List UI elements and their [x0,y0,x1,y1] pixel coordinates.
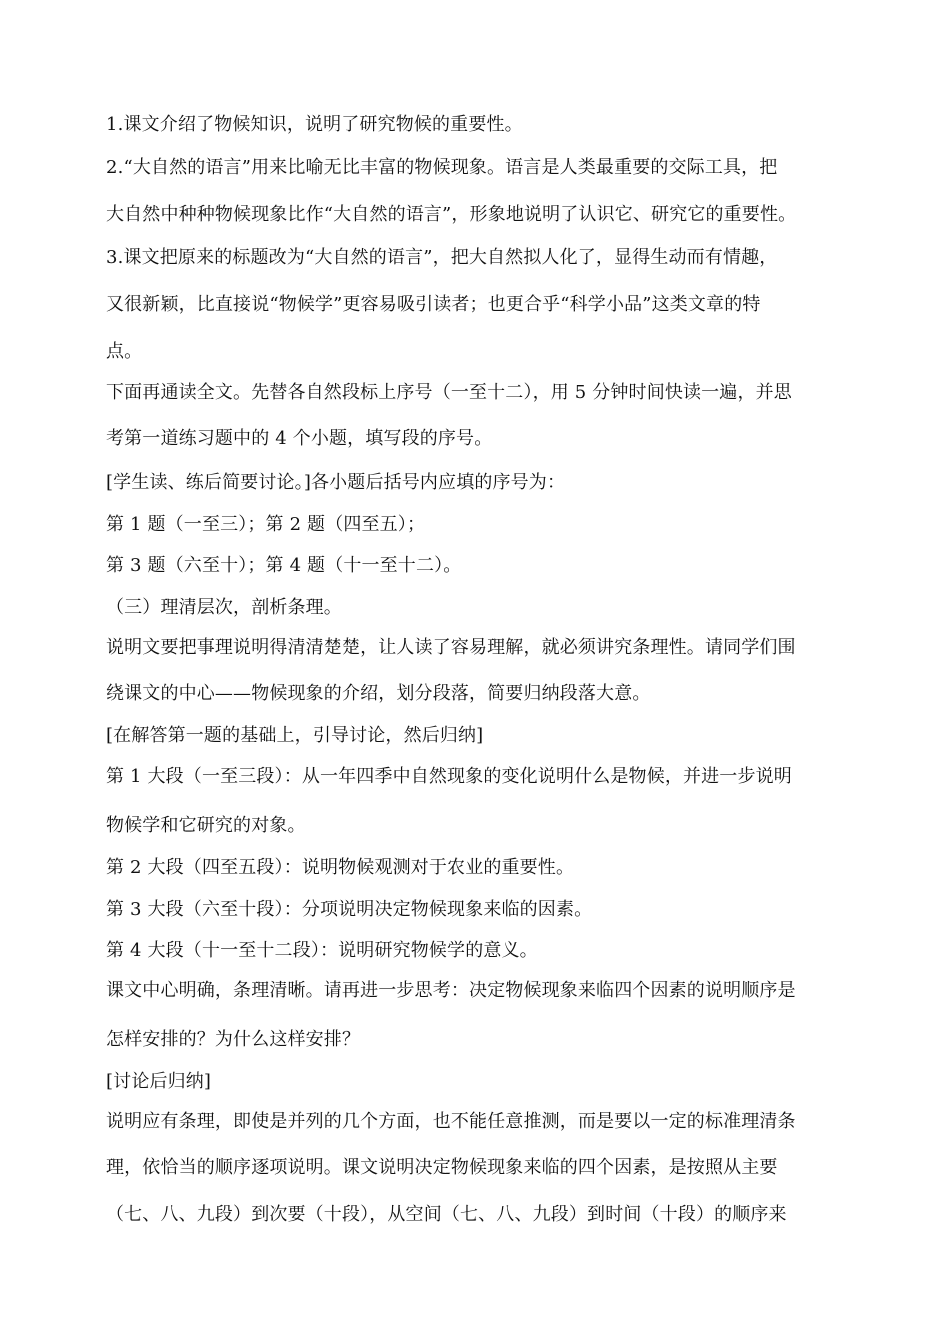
text-line: 第 3 题（六至十）；第 4 题（十一至十二）。 [106,555,462,576]
text-line: 第 1 大段（一至三段）：从一年四季中自然现象的变化说明什么是物候，并进一步说明 [106,766,792,787]
text-line: 第 2 大段（四至五段）：说明物候观测对于农业的重要性。 [106,857,575,878]
text-line: 2.“大自然的语言”用来比喻无比丰富的物候现象。语言是人类最重要的交际工具，把 [106,157,778,178]
text-line: 点。 [106,341,143,362]
text-line: 第 3 大段（六至十段）：分项说明决定物候现象来临的因素。 [106,899,593,920]
text-line: 考第一道练习题中的 4 个小题，填写段的序号。 [106,428,493,449]
text-line: 下面再通读全文。先替各自然段标上序号（一至十二），用 5 分钟时间快读一遍，并思 [106,382,792,403]
text-line: 物候学和它研究的对象。 [106,815,306,836]
text-line: [讨论后归纳] [106,1071,212,1092]
text-line: 怎样安排的？为什么这样安排？ [106,1029,361,1050]
text-line: 大自然中种种物候现象比作“大自然的语言”，形象地说明了认识它、研究它的重要性。 [106,204,797,225]
text-line: 第 1 题（一至三）；第 2 题（四至五）； [106,514,426,535]
text-line: [学生读、练后简要讨论。]各小题后括号内应填的序号为： [106,472,566,493]
text-line: 3.课文把原来的标题改为“大自然的语言”，把大自然拟人化了，显得生动而有情趣， [106,247,778,268]
text-line: 理，依恰当的顺序逐项说明。课文说明决定物候现象来临的四个因素，是按照从主要 [106,1157,778,1178]
text-line: 1.课文介绍了物候知识，说明了研究物候的重要性。 [106,114,523,135]
text-line: [在解答第一题的基础上，引导讨论，然后归纳] [106,725,484,746]
text-line: 说明应有条理，即使是并列的几个方面，也不能任意推测，而是要以一定的标准理清条 [106,1111,796,1132]
text-line: 又很新颖，比直接说“物候学”更容易吸引读者；也更合乎“科学小品”这类文章的特 [106,294,761,315]
text-line: 说明文要把事理说明得清清楚楚，让人读了容易理解，就必须讲究条理性。请同学们围 [106,637,796,658]
text-line: （七、八、九段）到次要（十段），从空间（七、八、九段）到时间（十段）的顺序来 [106,1204,787,1225]
text-line: 绕课文的中心——物候现象的介绍，划分段落，简要归纳段落大意。 [106,683,651,704]
text-line: 第 4 大段（十一至十二段）：说明研究物候学的意义。 [106,940,538,961]
text-line: 课文中心明确，条理清晰。请再进一步思考：决定物候现象来临四个因素的说明顺序是 [106,980,796,1001]
section-heading: （三）理清层次，剖析条理。 [106,597,342,618]
